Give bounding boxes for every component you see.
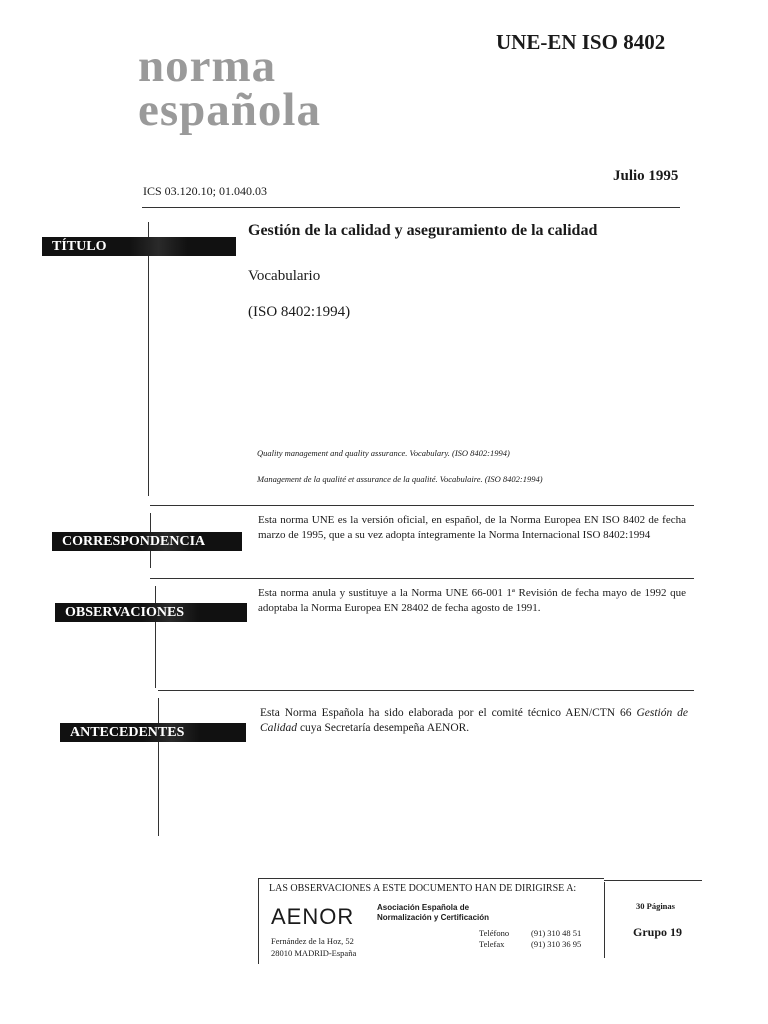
vrule-antecedentes xyxy=(158,698,159,836)
page-count: 30 Páginas xyxy=(636,901,675,911)
footer-rule-top xyxy=(258,878,604,879)
footer-rule-left xyxy=(258,878,259,964)
contact-numbers xyxy=(479,928,582,950)
address-line2: 28010 MADRID-España xyxy=(271,948,357,958)
ics-code: ICS 03.120.10; 01.040.03 xyxy=(143,184,268,198)
price-group: Grupo 19 xyxy=(633,925,683,939)
brand-logo xyxy=(138,40,321,136)
brand-line1: norma xyxy=(138,40,277,92)
address xyxy=(271,935,356,959)
rule-top xyxy=(142,207,680,208)
brand-line2: española xyxy=(138,84,321,136)
phone-number: (91) 310 48 51 xyxy=(531,928,582,938)
label-observaciones: OBSERVACIONES xyxy=(55,603,247,622)
fax-label: Telefax xyxy=(479,939,505,949)
french-title: Management de la qualité et assurance de la qualité. Vocabulaire. (ISO 8402:1994) xyxy=(257,474,543,484)
fax-number: (91) 310 36 95 xyxy=(531,939,582,949)
correspondencia-text: Esta norma UNE es la versión oficial, en español, de la Norma Europea EN ISO 8402 de fecha marzo de 1995, que a su vez adopta íntegramente la Norma Internacional ISO 8402:1994 xyxy=(258,514,686,541)
organization-line2: Normalización y Certificación xyxy=(377,913,490,922)
aenor-logo: AENOR xyxy=(271,904,355,929)
antecedentes-text-before: Esta Norma Española ha sido elaborada por el comité técnico AEN/CTN 66 xyxy=(260,707,637,719)
english-title: Quality management and quality assurance. Vocabulary. (ISO 8402:1994) xyxy=(257,448,510,458)
footer-rule-right-top xyxy=(604,880,702,881)
antecedentes-text-after: cuya Secretaría desempeña AENOR. xyxy=(297,722,470,734)
organization-line1: Asociación Española de xyxy=(377,903,470,912)
vrule-observaciones xyxy=(155,586,156,688)
document-title: Gestión de la calidad y aseguramiento de la calidad xyxy=(248,222,598,239)
rule-correspondencia xyxy=(150,505,694,506)
fax-row xyxy=(479,939,582,950)
label-correspondencia: CORRESPONDENCIA xyxy=(52,532,242,551)
observaciones-text: Esta norma anula y sustituye a la Norma UNE 66-001 1ª Revisión de fecha mayo de 1992 que adoptaba la Norma Europea EN 28402 de fecha agosto de 1991. xyxy=(258,587,686,614)
organization-name xyxy=(377,903,489,923)
document-subtitle: Vocabulario xyxy=(248,268,321,284)
iso-reference: (ISO 8402:1994) xyxy=(248,304,351,320)
label-titulo: TÍTULO xyxy=(42,237,236,256)
vrule-titulo xyxy=(148,222,149,496)
footer-heading: LAS OBSERVACIONES A ESTE DOCUMENTO HAN DE DIRIGIRSE A: xyxy=(269,883,577,894)
label-antecedentes: ANTECEDENTES xyxy=(60,723,246,742)
standard-code: UNE-EN ISO 8402 xyxy=(496,30,666,54)
phone-row xyxy=(479,928,582,939)
address-line1: Fernández de la Hoz, 52 xyxy=(271,936,354,946)
rule-antecedentes xyxy=(158,690,694,691)
antecedentes-text xyxy=(260,706,688,736)
phone-label: Teléfono xyxy=(479,928,510,938)
footer-rule-mid xyxy=(604,882,605,958)
rule-observaciones xyxy=(150,578,694,579)
antecedentes-committee: Gestión de Calidad xyxy=(260,707,688,734)
publication-date: Julio 1995 xyxy=(613,168,679,184)
